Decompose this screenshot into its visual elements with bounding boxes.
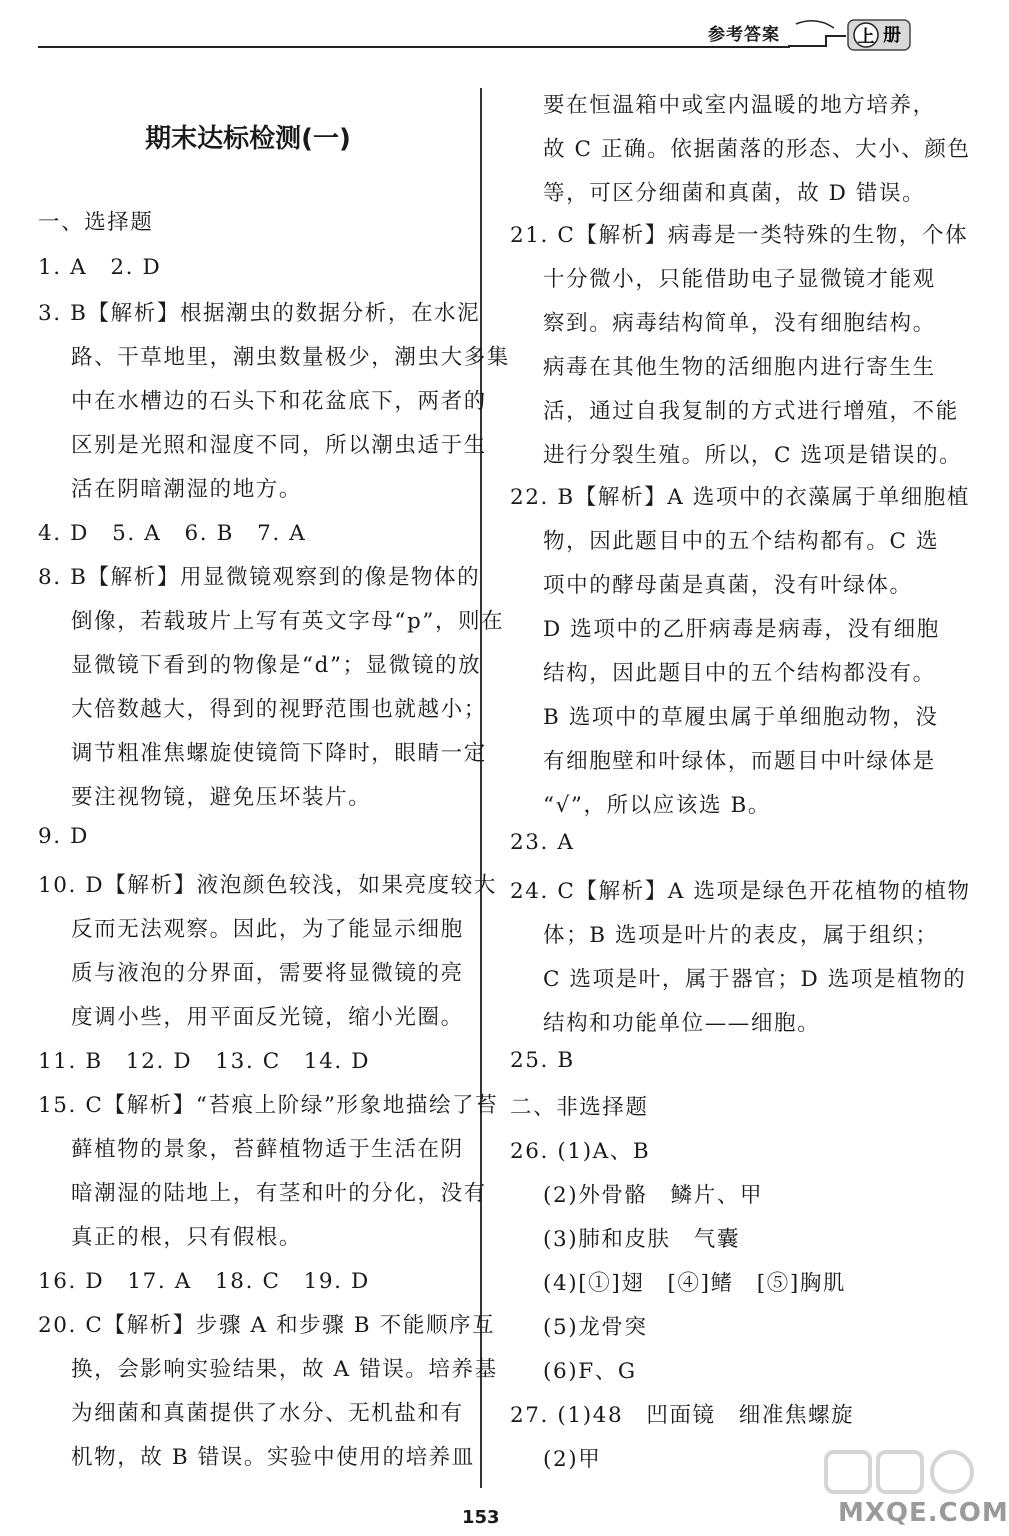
answer-line: 察到。病毒结构简单，没有细胞结构。: [543, 311, 936, 336]
page-number: 153: [462, 1507, 500, 1528]
answer-line: 路、干草地里，潮虫数量极少，潮虫大多集: [71, 345, 510, 370]
answer-line: 机物，故 B 错误。实验中使用的培养皿: [71, 1445, 475, 1470]
answer-line: 为细菌和真菌提供了水分、无机盐和有: [71, 1401, 464, 1426]
answer-line: 25. B: [510, 1048, 575, 1073]
answer-line: 结构，因此题目中的五个结构都没有。: [543, 661, 936, 686]
answer-line: 进行分裂生殖。所以，C 选项是错误的。: [543, 443, 963, 468]
answer-line: (4)[①]翅 [④]鳍 [⑤]胸肌: [543, 1271, 847, 1296]
answer-line: 真正的根，只有假根。: [71, 1225, 303, 1250]
answer-line: 8. B【解析】用显微镜观察到的像是物体的: [38, 565, 481, 590]
answer-line: 16. D 17. A 18. C 19. D: [38, 1269, 370, 1294]
answer-line: 物，因此题目中的五个结构都有。C 选: [543, 529, 940, 554]
answer-line: 区别是光照和湿度不同，所以潮虫适于生: [71, 433, 487, 458]
answer-line: 质与液泡的分界面，需要将显微镜的亮: [71, 961, 464, 986]
answer-line: (2)外骨骼 鳞片、甲: [543, 1183, 764, 1208]
answer-line: 20. C【解析】步骤 A 和步骤 B 不能顺序互: [38, 1313, 496, 1338]
answer-line: 4. D 5. A 6. B 7. A: [38, 521, 307, 546]
answer-line: 项中的酵母菌是真菌，没有叶绿体。: [543, 573, 913, 598]
header-rule: [38, 46, 790, 48]
answer-line: 调节粗准焦螺旋使镜筒下降时，眼睛一定: [71, 741, 487, 766]
answer-line: 换，会影响实验结果，故 A 错误。培养基: [71, 1357, 498, 1382]
header-volume: 上: [857, 27, 875, 47]
answer-line: 11. B 12. D 13. C 14. D: [38, 1049, 371, 1074]
answer-line: 23. A: [510, 830, 575, 855]
answer-line: D 选项中的乙肝病毒是病毒，没有细胞: [543, 617, 940, 642]
answer-line: 体；B 选项是叶片的表皮，属于组织；: [543, 923, 939, 948]
answer-line: 中在水槽边的石头下和花盆底下，两者的: [71, 389, 487, 414]
answer-line: B 选项中的草履虫属于单细胞动物，没: [543, 705, 939, 730]
answer-line: 十分微小，只能借助电子显微镜才能观: [543, 267, 936, 292]
answer-line: (5)龙骨突: [543, 1315, 648, 1340]
header-label: 参考答案: [708, 25, 780, 45]
answer-line: 病毒在其他生物的活细胞内进行寄生生: [543, 355, 936, 380]
answer-line: 大倍数越大，得到的视野范围也就越小；: [71, 697, 487, 722]
watermark-text: MXQE.COM: [838, 1498, 1009, 1528]
answer-line: 3. B【解析】根据潮虫的数据分析，在水泥: [38, 301, 481, 326]
answer-line: 27. (1)48 凹面镜 细准焦螺旋: [510, 1403, 855, 1428]
page-title: 期末达标检测(一): [145, 124, 351, 154]
answer-line: 9. D: [38, 824, 89, 849]
answer-line: (2)甲: [543, 1447, 602, 1472]
answer-line: 等，可区分细菌和真菌，故 D 错误。: [543, 181, 926, 206]
answer-line: 1. A 2. D: [38, 255, 162, 280]
column-divider: [480, 88, 482, 1488]
answer-line: 藓植物的景象，苔藓植物适于生活在阴: [71, 1137, 464, 1162]
answer-line: 倒像，若载玻片上写有英文字母“p”，则在: [71, 609, 505, 634]
answer-line: 要注视物镜，避免压坏装片。: [71, 785, 372, 810]
answer-line: 度调小些，用平面反光镜，缩小光圈。: [71, 1005, 464, 1030]
answer-line: 反而无法观察。因此，为了能显示细胞: [71, 917, 464, 942]
answer-line: 结构和功能单位——细胞。: [543, 1011, 821, 1036]
answer-line: 15. C【解析】“苔痕上阶绿”形象地描绘了苔: [38, 1093, 499, 1118]
answer-line: 21. C【解析】病毒是一类特殊的生物，个体: [510, 223, 969, 248]
answer-line: C 选项是叶，属于器官；D 选项是植物的: [543, 967, 967, 992]
header-volume-badge: [786, 14, 914, 54]
answer-line: 22. B【解析】A 选项中的衣藻属于单细胞植: [510, 485, 970, 510]
section-heading: 一、选择题: [38, 210, 154, 235]
answer-line: 10. D【解析】液泡颜色较浅，如果亮度较大: [38, 873, 497, 898]
answer-line: 24. C【解析】A 选项是绿色开花植物的植物: [510, 879, 971, 904]
answer-line: 暗潮湿的陆地上，有茎和叶的分化，没有: [71, 1181, 487, 1206]
answer-line: 要在恒温箱中或室内温暖的地方培养，: [543, 93, 936, 118]
header-book: 册: [883, 25, 901, 46]
answer-line: 有细胞壁和叶绿体，而题目中叶绿体是: [543, 749, 936, 774]
answer-line: 活，通过自我复制的方式进行增殖，不能: [543, 399, 959, 424]
answer-line: (6)F、G: [543, 1359, 637, 1384]
section-heading: 二、非选择题: [510, 1095, 649, 1120]
answer-line: (3)肺和皮肤 气囊: [543, 1227, 740, 1252]
answer-line: 显微镜下看到的物像是“d”；显微镜的放: [71, 653, 482, 678]
answer-line: 26. (1)A、B: [510, 1139, 651, 1164]
answer-line: 故 C 正确。依据菌落的形态、大小、颜色: [543, 137, 971, 162]
answer-line: “√”，所以应该选 B。: [543, 793, 772, 818]
answer-line: 活在阴暗潮湿的地方。: [71, 477, 303, 502]
